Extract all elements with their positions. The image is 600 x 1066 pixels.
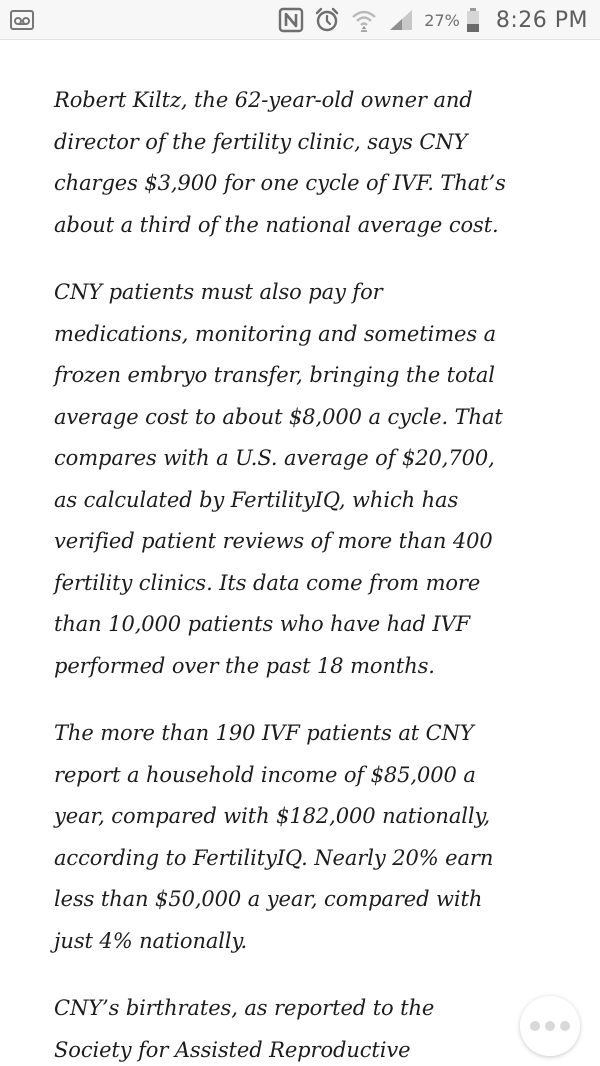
paragraph-line: performed over the past 18 months.: [54, 653, 435, 678]
alarm-icon: [314, 7, 340, 33]
battery-icon: [466, 7, 480, 33]
paragraph-line: compares with a U.S. average of $20,700,: [54, 446, 495, 470]
paragraph-line: director of the fertility clinic, says CNY: [54, 129, 468, 154]
paragraph-line: report a household income of $85,000 a: [54, 762, 476, 787]
status-clock: 8:26 PM: [495, 7, 588, 33]
status-bar: [0, 0, 600, 40]
status-left: [10, 10, 34, 34]
paragraph-line: The more than 190 IVF patients at CNY: [54, 721, 474, 745]
paragraph-line: Society for Assisted Reproductive: [54, 1037, 411, 1062]
paragraph-line: than 10,000 patients who have had IVF: [54, 612, 471, 636]
paragraph-line: verified patient reviews of more than 400: [54, 529, 493, 553]
battery-percent: 27%: [424, 10, 460, 30]
paragraph-line: less than $50,000 a year, compared with: [54, 887, 483, 911]
article-paragraph-2: [54, 272, 554, 687]
more-options-button[interactable]: [520, 996, 580, 1056]
status-right: [278, 0, 588, 40]
nfc-icon: [278, 7, 304, 33]
article-paragraph-1: [54, 80, 554, 246]
paragraph-line: fertility clinics. Its data come from more: [54, 570, 481, 595]
paragraph-line: medications, monitoring and sometimes a: [54, 321, 497, 346]
paragraph-line: year, compared with $182,000 nationally,: [54, 804, 491, 828]
wifi-icon: [350, 7, 378, 33]
voicemail-icon: [10, 10, 34, 30]
article-body: [54, 80, 554, 1066]
paragraph-line: CNY patients must also pay for: [54, 280, 383, 304]
more-horizontal-icon: [530, 1021, 570, 1031]
cell-signal-icon: [388, 8, 414, 32]
paragraph-line: according to FertilityIQ. Nearly 20% earn: [54, 845, 494, 870]
paragraph-line: just 4% nationally.: [54, 928, 248, 953]
paragraph-line: frozen embryo transfer, bringing the total: [54, 363, 495, 387]
paragraph-line: CNY’s birthrates, as reported to the: [54, 996, 435, 1020]
article-paragraph-3: [54, 713, 554, 962]
paragraph-line: average cost to about $8,000 a cycle. That: [54, 404, 503, 429]
paragraph-line: as calculated by FertilityIQ, which has: [54, 487, 459, 512]
paragraph-line: about a third of the national average cost.: [54, 212, 499, 237]
paragraph-line: Robert Kiltz, the 62-year-old owner and: [54, 88, 473, 112]
article-paragraph-4: [54, 988, 554, 1066]
paragraph-line: charges $3,900 for one cycle of IVF. That’s: [54, 171, 506, 195]
